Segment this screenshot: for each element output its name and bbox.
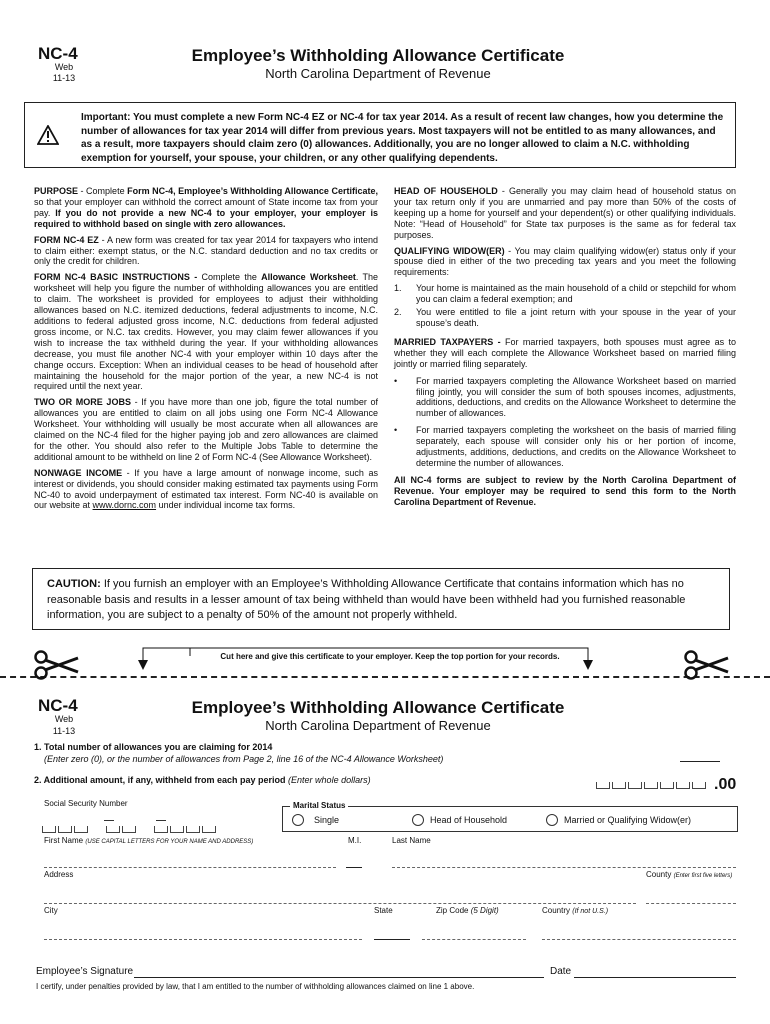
warning-icon [37,125,59,145]
ssn-dash [156,820,166,821]
address-label: Address [44,870,74,879]
single-radio[interactable] [292,814,304,826]
widow-section: QUALIFYING WIDOW(ER) - You may claim qualifying widow(er) status only if your spouse died in either of the two preceding tax years and you meet the following requirements: [394,245,736,278]
county-label: County (Enter first five letters) [646,870,733,879]
county-input[interactable] [646,898,736,904]
last-name-input[interactable] [392,862,736,868]
web-label: Web [54,62,74,72]
cut-dashed-line [0,676,770,678]
married-bullet: • For married taxpayers completing the Allowance Worksheet based on married filing jointly, you will consider the sum of both spouses incomes, adjustments, additions, deductions, and credits on the Allowance Worksheet to determine the number of allowances. [394,375,736,419]
mi-input[interactable] [346,862,362,868]
website-link[interactable]: www.dornc.com [92,500,157,511]
last-name-label: Last Name [392,836,431,845]
mqw-option[interactable]: Married or Qualifying Widow(er) [546,814,691,826]
signature-input[interactable] [134,966,544,978]
page-title: Employee’s Withholding Allowance Certificate [191,46,565,65]
signature-label: Employee’s Signature [36,966,134,977]
state-label: State [374,906,393,915]
basic-instructions-section: FORM NC-4 BASIC INSTRUCTIONS - Complete the Allowance Worksheet. The worksheet will help you figure the number of withholding allowances you are entitled to claim. The worksheet is provided for employees to adjust their withholding allowances based on N.C. itemized deductions, federal adjustments to income, N.C. additions to federal adjusted gross income, N.C. deductions from federal adjusted gross income, or N.C. tax credits. However, you may claim fewer allowances if you wish to increase the tax withheld during the year. If your withholding allowances decrease, you must file another NC-4 with your employer within 10 days after the change occurs. Exception: When an individual ceases to be head of household after maintaining the household for the major portion of the year, a new NC-4 is not required until the next year. [34,272,378,392]
certificate-revision-label: 11-13 [52,726,76,736]
certification-text: I certify, under penalties provided by law, that I am entitled to the number of withholding allowances claimed on line 1 above. [36,982,475,991]
line1-label: 1. Total number of allowances you are claiming for 2014 [34,742,273,752]
single-option[interactable]: Single [292,814,339,826]
scissors-icon [682,650,732,680]
two-jobs-section: TWO OR MORE JOBS - If you have more than one job, figure the total number of allowances you are entitled to claim on all jobs using one Form NC-4 Allowance Worksheet. Your withholding will usually be most accurate when all allowances are claimed on the NC-4 filed for the higher paying job and zero allowances are claimed for the other. You should also refer to the Multiple Jobs Table to determine the additional amount to be withheld on line 2 of Form NC-4 (See Allowance Worksheet). [34,397,378,462]
state-input[interactable] [374,934,410,940]
department-name: North Carolina Department of Revenue [265,66,491,81]
city-input[interactable] [44,934,362,940]
ssn-input[interactable] [42,826,216,833]
review-notice: All NC-4 forms are subject to review by the North Carolina Department of Revenue. Your employer may be required to send this form to the North Carolina Department of Revenue. [394,474,736,507]
revision-label: 11-13 [52,73,76,83]
certificate-department: North Carolina Department of Revenue [265,718,491,733]
digit-boxes [596,782,710,789]
form-code: NC-4 [38,44,78,63]
hoh-radio[interactable] [412,814,424,826]
cut-message: Cut here and give this certificate to your employer. Keep the top portion for your records. [220,652,560,661]
hoh-section: HEAD OF HOUSEHOLD - Generally you may claim head of household status on your tax return only if you are unmarried and pay more than 50% of the costs of keeping up a home for yourself and your dependent(s) or other qualifying individuals. Note: “Head of Household” for State tax purposes is the same as for federal tax purposes. [394,186,736,240]
zip-label: Zip Code (5 Digit) [436,906,499,915]
caution-label: CAUTION: [47,578,101,590]
scissors-icon [32,650,82,680]
line2-label: 2. Additional amount, if any, withheld from each pay period (Enter whole dollars) [34,775,371,785]
married-section: MARRIED TAXPAYERS - For married taxpayers, both spouses must agree as to whether they will each complete the Allowance Worksheet based on married filing jointly or married filing separately. [394,336,736,369]
country-label: Country (If not U.S.) [542,906,609,915]
purpose-section: PURPOSE - Complete Form NC-4, Employee’s Withholding Allowance Certificate, so that your employer can withhold the correct amount of State income tax from your pay. If you do not provide a new NC-4 to your employer, your employer is required to withhold based on single with zero allowances. [34,186,379,229]
certificate-form-code: NC-4 [38,696,78,715]
important-text: Important: You must complete a new Form NC-4 EZ or NC-4 for tax year 2014. As a result of recent law changes, how you determine the number of allowances for tax year 2014 will differ from previous years. Most taxpayers will not be entitled to as many allowances, and as a result, more taxpayers should claim zero (0) allowances. Additionally, you are no longer allowed to claim a N.C. withholding exemption for yourself, your spouse, your children, or any other qualifying dependents. [81,112,724,164]
nc4ez-section: FORM NC-4 EZ - A new form was created for tax year 2014 for taxpayers who intend to claim either: exempt status, or the N.C. standard deduction and no tax credits or only the credit for children. [34,234,379,267]
first-name-input[interactable] [44,862,336,868]
cents-label: .00 [714,776,737,793]
important-notice [24,102,736,168]
hoh-option[interactable]: Head of Household [412,814,507,826]
instructions-right [394,186,736,513]
allowances-input[interactable] [680,754,720,762]
first-name-label: First Name (USE CAPITAL LETTERS FOR YOUR NAME AND ADDRESS) [44,836,254,845]
instructions-left [34,186,378,516]
date-input[interactable] [574,966,736,978]
country-input[interactable] [542,934,736,940]
ssn-dash [104,820,114,821]
married-bullet: • For married taxpayers completing the worksheet on the basis of married filing separately, each spouse will consider only his or her portion of income, adjustments, additions, deductions, and credits on the Allowance Worksheet to determine the number of allowances. [394,425,736,468]
date-label: Date [550,966,572,977]
city-label: City [44,906,58,915]
certificate-title: Employee’s Withholding Allowance Certificate [191,698,565,717]
requirement-item: 2. You were entitled to file a joint return with your spouse in the year of your spouse’s death. [394,307,736,328]
certificate-web-label: Web [54,714,74,724]
nonwage-section: NONWAGE INCOME - If you have a large amount of nonwage income, such as interest or dividends, you should consider making estimated tax payments using Form NC-40 to avoid underpayment of estimated tax interest. Form NC-40 is available on our website at www.dornc.com under individual income tax forms. [34,467,378,511]
additional-amount-input[interactable] [596,782,710,792]
ssn-label: Social Security Number [44,799,128,808]
marital-status-label: Marital Status [290,801,348,810]
line1-instruction: (Enter zero (0), or the number of allowances from Page 2, line 16 of the NC-4 Allowance Worksheet) [44,754,444,764]
cut-line-graphic [0,640,770,686]
mi-label: M.I. [348,836,362,845]
caution-text: If you furnish an employer with an Employee’s Withholding Allowance Certificate that contains information which has no reasonable basis and results in a lesser amount of tax being withheld than would have been withheld had you furnished reasonable information, you are subject to a penalty of 50% of the amount not properly withheld. [47,578,686,621]
mqw-radio[interactable] [546,814,558,826]
requirement-item: 1. Your home is maintained as the main household of a child or stepchild for whom you can claim a federal exemption; and [394,283,736,305]
zip-input[interactable] [422,934,526,940]
address-input[interactable] [44,898,636,904]
caution-box [32,568,730,630]
